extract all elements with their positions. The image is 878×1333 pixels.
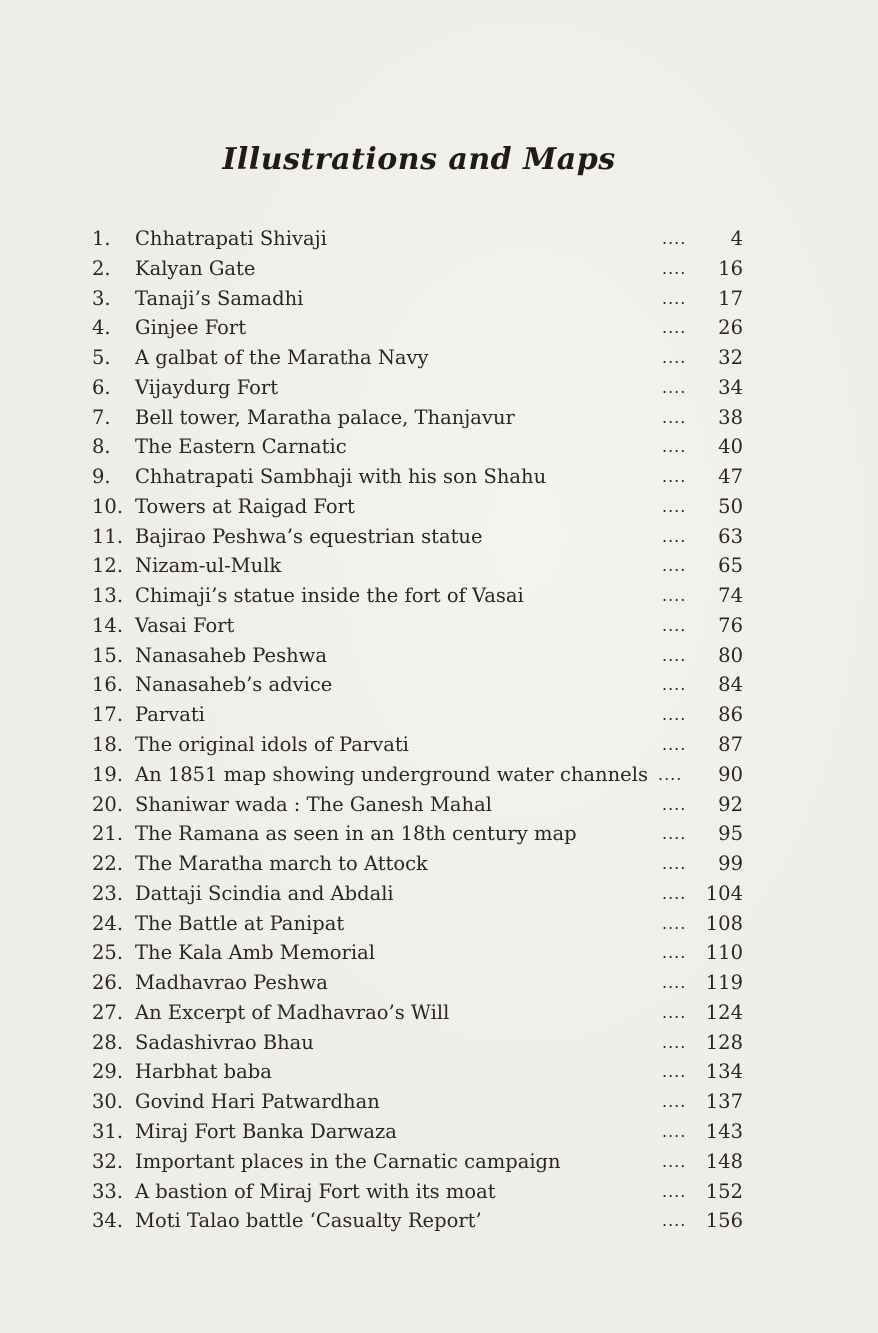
entry-number: 21. bbox=[92, 822, 124, 846]
list-item bbox=[0, 1028, 878, 1058]
entry-number: 16. bbox=[92, 673, 124, 697]
entry-label: Harbhat baba bbox=[135, 1060, 272, 1084]
entry-label: Parvati bbox=[135, 703, 205, 727]
entry-label: Sadashivrao Bhau bbox=[135, 1030, 314, 1054]
entry-label: The Maratha march to Attock bbox=[135, 852, 428, 876]
entry-label: Vijaydurg Fort bbox=[135, 375, 279, 399]
entry-page-number: 119 bbox=[705, 971, 743, 995]
entry-page-number: 99 bbox=[718, 852, 743, 876]
dot-leader: .... bbox=[662, 824, 687, 844]
entry-page-number: 148 bbox=[705, 1149, 743, 1173]
list-item bbox=[0, 641, 878, 671]
dot-leader: .... bbox=[662, 1002, 687, 1022]
page-title: Illustrations and Maps bbox=[222, 142, 616, 178]
entry-label: Dattaji Scindia and Abdali bbox=[135, 881, 394, 905]
entry-label: Important places in the Carnatic campaign bbox=[135, 1149, 561, 1173]
entry-number: 3. bbox=[92, 286, 111, 310]
dot-leader: .... bbox=[662, 1062, 687, 1082]
entry-label: The Kala Amb Memorial bbox=[135, 941, 375, 965]
list-item bbox=[0, 313, 878, 343]
entry-page-number: 104 bbox=[705, 881, 743, 905]
entry-number: 14. bbox=[92, 613, 124, 637]
dot-leader: .... bbox=[662, 854, 687, 874]
entry-page-number: 87 bbox=[718, 733, 743, 757]
entry-number: 22. bbox=[92, 852, 124, 876]
entry-label: Shaniwar wada : The Ganesh Mahal bbox=[135, 792, 492, 816]
entry-page-number: 65 bbox=[718, 554, 743, 578]
entry-number: 27. bbox=[92, 1000, 124, 1024]
dot-leader: .... bbox=[662, 229, 687, 248]
entry-label: Kalyan Gate bbox=[135, 256, 256, 280]
list-item bbox=[0, 819, 878, 849]
dot-leader: .... bbox=[662, 1121, 687, 1141]
entry-page-number: 4 bbox=[730, 227, 743, 250]
dot-leader: .... bbox=[662, 943, 687, 963]
list-item bbox=[0, 1147, 878, 1177]
list-item bbox=[0, 254, 878, 284]
dot-leader: .... bbox=[662, 705, 687, 725]
entry-page-number: 76 bbox=[718, 613, 743, 637]
entry-number: 9. bbox=[92, 465, 111, 489]
entry-page-number: 110 bbox=[705, 941, 743, 965]
entry-number: 13. bbox=[92, 584, 124, 608]
list-item bbox=[0, 730, 878, 760]
dot-leader: .... bbox=[662, 1211, 687, 1231]
dot-leader: .... bbox=[662, 645, 687, 665]
dot-leader: .... bbox=[662, 467, 687, 487]
entry-label: Moti Talao battle ‘Casualty Report’ bbox=[135, 1209, 482, 1233]
entry-page-number: 134 bbox=[705, 1060, 743, 1084]
entry-number: 5. bbox=[92, 346, 111, 370]
list-item bbox=[0, 581, 878, 611]
list-item bbox=[0, 700, 878, 730]
list-item bbox=[0, 462, 878, 492]
entry-label: Nizam-ul-Mulk bbox=[135, 554, 282, 578]
entry-number: 26. bbox=[92, 971, 124, 995]
entry-page-number: 50 bbox=[718, 494, 743, 518]
entry-page-number: 26 bbox=[718, 316, 743, 340]
entry-page-number: 156 bbox=[705, 1209, 743, 1233]
entry-number: 11. bbox=[92, 524, 124, 548]
dot-leader: .... bbox=[662, 407, 687, 427]
entry-label: Chhatrapati Shivaji bbox=[135, 227, 327, 250]
entry-page-number: 17 bbox=[718, 286, 743, 310]
dot-leader: .... bbox=[662, 377, 687, 397]
list-item bbox=[0, 670, 878, 700]
list-item bbox=[0, 1087, 878, 1117]
dot-leader: .... bbox=[662, 675, 687, 695]
entry-label: Vasai Fort bbox=[135, 613, 235, 637]
dot-leader: .... bbox=[662, 556, 687, 576]
entry-label: Bajirao Peshwa’s equestrian statue bbox=[135, 524, 483, 548]
entry-page-number: 34 bbox=[718, 375, 743, 399]
entry-page-number: 143 bbox=[705, 1119, 743, 1143]
entry-label: An Excerpt of Madhavrao’s Will bbox=[135, 1000, 450, 1024]
dot-leader: .... bbox=[662, 526, 687, 546]
dot-leader: .... bbox=[662, 1032, 687, 1052]
entry-label: Nanasaheb Peshwa bbox=[135, 643, 327, 667]
list-item bbox=[0, 432, 878, 462]
entry-page-number: 152 bbox=[705, 1179, 743, 1203]
entry-page-number: 124 bbox=[705, 1000, 743, 1024]
entry-label: Ginjee Fort bbox=[135, 316, 247, 340]
entry-number: 1. bbox=[92, 227, 111, 250]
entry-page-number: 47 bbox=[718, 465, 743, 489]
entry-page-number: 108 bbox=[705, 911, 743, 935]
list-item bbox=[0, 611, 878, 641]
entry-number: 29. bbox=[92, 1060, 124, 1084]
dot-leader: .... bbox=[662, 258, 687, 278]
list-item bbox=[0, 551, 878, 581]
entry-number: 34. bbox=[92, 1209, 124, 1233]
entry-number: 7. bbox=[92, 405, 111, 429]
entry-number: 6. bbox=[92, 375, 111, 399]
entry-number: 32. bbox=[92, 1149, 124, 1173]
list-item bbox=[0, 373, 878, 403]
entry-number: 28. bbox=[92, 1030, 124, 1054]
entry-number: 12. bbox=[92, 554, 124, 578]
entry-label: The Eastern Carnatic bbox=[135, 435, 347, 459]
entry-label: Bell tower, Maratha palace, Thanjavur bbox=[135, 405, 515, 429]
dot-leader: .... bbox=[662, 496, 687, 516]
entry-number: 33. bbox=[92, 1179, 124, 1203]
entry-page-number: 63 bbox=[718, 524, 743, 548]
list-item bbox=[0, 938, 878, 968]
entry-label: Chimaji’s statue inside the fort of Vasai bbox=[135, 584, 524, 608]
dot-leader: .... bbox=[662, 1181, 687, 1201]
list-item bbox=[0, 790, 878, 820]
entry-label: Govind Hari Patwardhan bbox=[135, 1090, 380, 1114]
entry-label: Nanasaheb’s advice bbox=[135, 673, 333, 697]
dot-leader: .... bbox=[662, 973, 687, 993]
entry-label: A galbat of the Maratha Navy bbox=[135, 346, 429, 370]
dot-leader: .... bbox=[662, 1092, 687, 1112]
dot-leader: .... bbox=[658, 764, 683, 784]
list-item bbox=[0, 760, 878, 790]
list-item bbox=[0, 1177, 878, 1207]
list-item bbox=[0, 998, 878, 1028]
entry-number: 4. bbox=[92, 316, 111, 340]
entry-page-number: 128 bbox=[705, 1030, 743, 1054]
entry-page-number: 90 bbox=[718, 762, 743, 786]
entry-number: 15. bbox=[92, 643, 124, 667]
entry-number: 25. bbox=[92, 941, 124, 965]
list-item bbox=[0, 849, 878, 879]
entry-number: 17. bbox=[92, 703, 124, 727]
list-item bbox=[0, 909, 878, 939]
list-item bbox=[0, 224, 878, 254]
list-item bbox=[0, 1206, 878, 1236]
entry-number: 20. bbox=[92, 792, 124, 816]
entry-number: 10. bbox=[92, 494, 124, 518]
entry-number: 8. bbox=[92, 435, 111, 459]
list-item bbox=[0, 879, 878, 909]
entry-number: 30. bbox=[92, 1090, 124, 1114]
list-item bbox=[0, 968, 878, 998]
dot-leader: .... bbox=[662, 883, 687, 903]
illustrations-list bbox=[0, 224, 878, 1236]
entry-page-number: 16 bbox=[718, 256, 743, 280]
entry-label: The Ramana as seen in an 18th century map bbox=[135, 822, 577, 846]
dot-leader: .... bbox=[662, 1151, 687, 1171]
entry-number: 19. bbox=[92, 762, 124, 786]
dot-leader: .... bbox=[662, 288, 687, 308]
entry-number: 2. bbox=[92, 256, 111, 280]
entry-label: Tanaji’s Samadhi bbox=[135, 286, 304, 310]
entry-page-number: 92 bbox=[718, 792, 743, 816]
entry-label: Chhatrapati Sambhaji with his son Shahu bbox=[135, 465, 547, 489]
entry-label: An 1851 map showing underground water channels bbox=[135, 762, 648, 786]
entry-page-number: 32 bbox=[718, 346, 743, 370]
entry-number: 18. bbox=[92, 733, 124, 757]
list-item bbox=[0, 522, 878, 552]
entry-number: 31. bbox=[92, 1119, 124, 1143]
list-item bbox=[0, 343, 878, 373]
entry-page-number: 38 bbox=[718, 405, 743, 429]
entry-page-number: 84 bbox=[718, 673, 743, 697]
dot-leader: .... bbox=[662, 913, 687, 933]
entry-page-number: 137 bbox=[705, 1090, 743, 1114]
entry-number: 24. bbox=[92, 911, 124, 935]
entry-label: A bastion of Miraj Fort with its moat bbox=[135, 1179, 496, 1203]
list-item bbox=[0, 492, 878, 522]
list-item bbox=[0, 284, 878, 314]
entry-label: The Battle at Panipat bbox=[135, 911, 345, 935]
dot-leader: .... bbox=[662, 794, 687, 814]
entry-page-number: 74 bbox=[718, 584, 743, 608]
dot-leader: .... bbox=[662, 586, 687, 606]
entry-page-number: 80 bbox=[718, 643, 743, 667]
entry-label: The original idols of Parvati bbox=[135, 733, 409, 757]
list-item bbox=[0, 403, 878, 433]
entry-label: Madhavrao Peshwa bbox=[135, 971, 328, 995]
dot-leader: .... bbox=[662, 615, 687, 635]
entry-label: Towers at Raigad Fort bbox=[135, 494, 355, 518]
entry-label: Miraj Fort Banka Darwaza bbox=[135, 1119, 397, 1143]
dot-leader: .... bbox=[662, 437, 687, 457]
entry-number: 23. bbox=[92, 881, 124, 905]
entry-page-number: 86 bbox=[718, 703, 743, 727]
dot-leader: .... bbox=[662, 735, 687, 755]
dot-leader: .... bbox=[662, 348, 687, 368]
list-item bbox=[0, 1117, 878, 1147]
list-item bbox=[0, 1057, 878, 1087]
entry-page-number: 95 bbox=[718, 822, 743, 846]
entry-page-number: 40 bbox=[718, 435, 743, 459]
dot-leader: .... bbox=[662, 318, 687, 338]
